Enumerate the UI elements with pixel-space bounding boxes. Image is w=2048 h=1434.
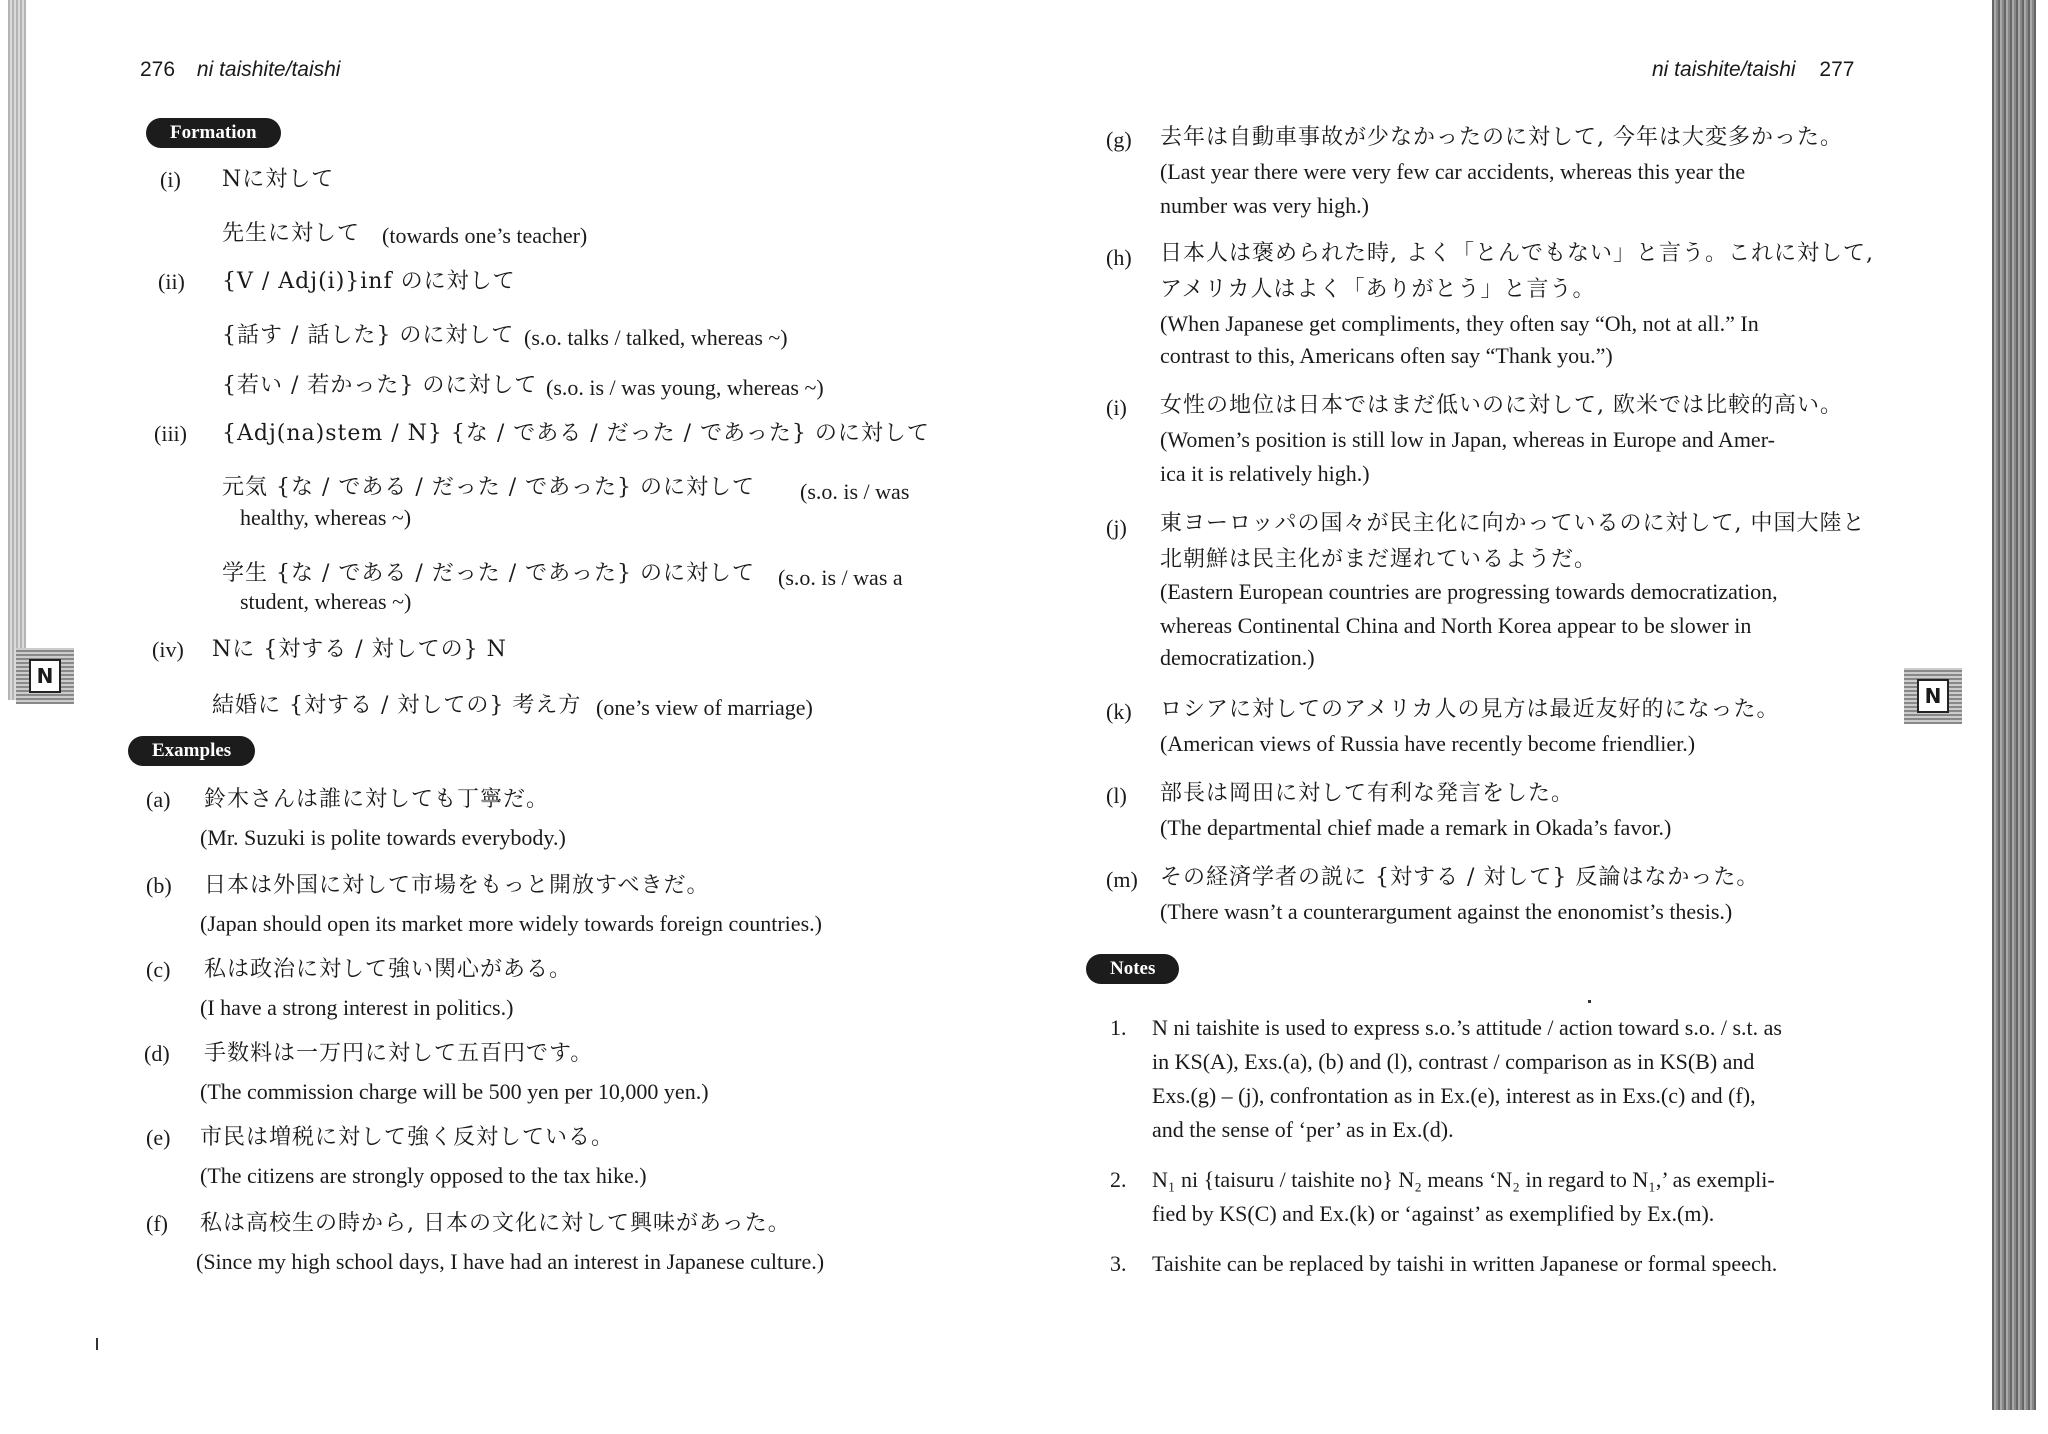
- note-marker: 2.: [1110, 1167, 1127, 1192]
- example-japanese: 部長は岡田に対して有利な発言をした。: [1160, 781, 1575, 806]
- formation-marker: (iii): [154, 421, 187, 446]
- formation-gloss: (towards one’s teacher): [382, 223, 588, 248]
- example-marker: (h): [1106, 245, 1132, 270]
- note-text: Taishite can be replaced by taishi in written Japanese or formal speech.: [1152, 1251, 1778, 1276]
- example-translation: (I have a strong interest in politics.): [200, 995, 514, 1020]
- formation-example: {若い / 若かった} のに対して: [222, 373, 538, 398]
- formation-example: 学生 {な / である / だった / であった} のに対して: [222, 561, 755, 586]
- example-translation: (Eastern European countries are progressing towards democratization,: [1160, 579, 1778, 604]
- running-head-left: [140, 58, 340, 82]
- formation-heading: Formation: [146, 118, 281, 148]
- formation-marker: (i): [160, 167, 181, 192]
- note-marker: 1.: [1110, 1015, 1127, 1040]
- example-marker: (f): [146, 1211, 168, 1236]
- scan-mark: [96, 1338, 98, 1350]
- example-japanese: 鈴木さんは誰に対しても丁寧だ。: [204, 787, 550, 812]
- example-marker: (l): [1106, 783, 1127, 808]
- note-text: N₁ ni {taisuru / taishite no} N₂ means ‘N₂ in regard to N₁,’ as exempli-: [1152, 1167, 1775, 1192]
- example-japanese: 東ヨーロッパの国々が民主化に向かっているのに対して, 中国大陸と: [1160, 511, 1866, 536]
- page-edge-shadow: [1992, 0, 2036, 1410]
- page-number: 276: [140, 58, 176, 81]
- example-translation: ica it is relatively high.): [1160, 461, 1370, 486]
- formation-example: 元気 {な / である / だった / であった} のに対して: [222, 475, 755, 500]
- example-translation: (The citizens are strongly opposed to the tax hike.): [200, 1163, 647, 1188]
- formation-pattern: {V / Adj(i)}inf のに対して: [222, 269, 516, 294]
- formation-gloss: (s.o. is / was a: [778, 565, 903, 590]
- example-japanese: 女性の地位は日本ではまだ低いのに対して, 欧米では比較的高い。: [1160, 393, 1843, 418]
- example-marker: (e): [146, 1125, 171, 1150]
- note-text: Exs.(g) – (j), confrontation as in Ex.(e), interest as in Exs.(c) and (f),: [1152, 1083, 1756, 1108]
- example-translation: (Japan should open its market more widely towards foreign countries.): [200, 911, 822, 936]
- note-text: and the sense of ‘per’ as in Ex.(d).: [1152, 1117, 1454, 1142]
- formation-gloss: (s.o. talks / talked, whereas ~): [524, 325, 788, 350]
- example-japanese: 私は政治に対して強い関心がある。: [204, 957, 573, 982]
- formation-pattern: Nに {対する / 対しての} N: [212, 637, 507, 662]
- example-translation: whereas Continental China and North Korea appear to be slower in: [1160, 613, 1752, 638]
- example-japanese: 去年は自動車事故が少なかったのに対して, 今年は大変多かった。: [1160, 125, 1843, 150]
- example-translation: (The departmental chief made a remark in Okada’s favor.): [1160, 815, 1672, 840]
- formation-marker: (iv): [152, 637, 184, 662]
- formation-gloss: (s.o. is / was: [800, 479, 910, 504]
- page-number: 277: [1819, 58, 1855, 81]
- example-translation: (American views of Russia have recently become friendlier.): [1160, 731, 1696, 756]
- formation-pattern: {Adj(na)stem / N} {な / である / だった / であった} のに対して: [222, 421, 930, 446]
- note-text: N ni taishite is used to express s.o.’s attitude / action toward s.o. / s.t. as: [1152, 1015, 1782, 1040]
- example-translation: (Mr. Suzuki is polite towards everybody.): [200, 825, 566, 850]
- example-marker: (m): [1106, 867, 1138, 892]
- formation-gloss-cont: student, whereas ~): [240, 589, 412, 614]
- example-translation: (Last year there were very few car accidents, whereas this year the: [1160, 159, 1746, 184]
- formation-marker: (ii): [158, 269, 185, 294]
- example-japanese: その経済学者の説に {対する / 対して} 反論はなかった。: [1160, 865, 1760, 890]
- example-marker: (j): [1106, 515, 1127, 540]
- thumb-tab-letter: N: [1917, 679, 1949, 713]
- example-japanese: 私は高校生の時から, 日本の文化に対して興味があった。: [200, 1211, 791, 1236]
- example-japanese: 手数料は一万円に対して五百円です。: [204, 1041, 594, 1066]
- formation-gloss: (s.o. is / was young, whereas ~): [546, 375, 824, 400]
- thumb-tab-letter: N: [29, 659, 61, 693]
- formation-gloss-cont: healthy, whereas ~): [240, 505, 412, 530]
- thumb-index-tab-left: [16, 648, 74, 704]
- scan-mark: [1588, 1000, 1591, 1003]
- example-marker: (a): [146, 787, 171, 812]
- example-marker: (i): [1106, 395, 1127, 420]
- example-japanese: ロシアに対してのアメリカ人の見方は最近友好的になった。: [1160, 697, 1780, 722]
- formation-example: 先生に対して: [222, 221, 361, 246]
- running-head-right: [1652, 58, 1854, 82]
- note-marker: 3.: [1110, 1251, 1127, 1276]
- example-marker: (c): [146, 957, 171, 982]
- example-translation: (Women’s position is still low in Japan, whereas in Europe and Amer-: [1160, 427, 1775, 452]
- example-japanese: 市民は増税に対して強く反対している。: [200, 1125, 615, 1150]
- example-marker: (b): [146, 873, 172, 898]
- example-japanese: 北朝鮮は民主化がまだ遅れているようだ。: [1160, 547, 1598, 572]
- formation-example: {話す / 話した} のに対して: [222, 323, 515, 348]
- formation-example: 結婚に {対する / 対しての} 考え方: [212, 693, 582, 718]
- example-marker: (k): [1106, 699, 1132, 724]
- spine-shadow: [8, 0, 26, 700]
- thumb-index-tab-right: [1904, 668, 1962, 724]
- example-japanese: 日本人は褒められた時, よく「とんでもない」と言う。これに対して,: [1160, 241, 1874, 266]
- note-text: in KS(A), Exs.(a), (b) and (l), contrast / comparison as in KS(B) and: [1152, 1049, 1755, 1074]
- example-translation: democratization.): [1160, 645, 1315, 670]
- notes-heading: Notes: [1086, 954, 1179, 984]
- example-translation: contrast to this, Americans often say “Thank you.”): [1160, 343, 1613, 368]
- running-title: ni taishite/taishi: [196, 58, 341, 81]
- example-translation: number was very high.): [1160, 193, 1369, 218]
- examples-heading: Examples: [128, 736, 255, 766]
- example-translation: (Since my high school days, I have had an interest in Japanese culture.): [196, 1249, 825, 1274]
- formation-pattern: Nに対して: [222, 167, 335, 192]
- example-translation: (The commission charge will be 500 yen per 10,000 yen.): [200, 1079, 709, 1104]
- formation-gloss: (one’s view of marriage): [596, 695, 813, 720]
- example-translation: (When Japanese get compliments, they often say “Oh, not at all.” In: [1160, 311, 1759, 336]
- note-text: fied by KS(C) and Ex.(k) or ‘against’ as exemplified by Ex.(m).: [1152, 1201, 1715, 1226]
- running-title: ni taishite/taishi: [1652, 58, 1796, 81]
- example-marker: (g): [1106, 127, 1132, 152]
- example-marker: (d): [144, 1041, 170, 1066]
- example-translation: (There wasn’t a counterargument against the enonomist’s thesis.): [1160, 899, 1733, 924]
- example-japanese: アメリカ人はよく「ありがとう」と言う。: [1160, 277, 1596, 302]
- example-japanese: 日本は外国に対して市場をもっと開放すべきだ。: [204, 873, 710, 898]
